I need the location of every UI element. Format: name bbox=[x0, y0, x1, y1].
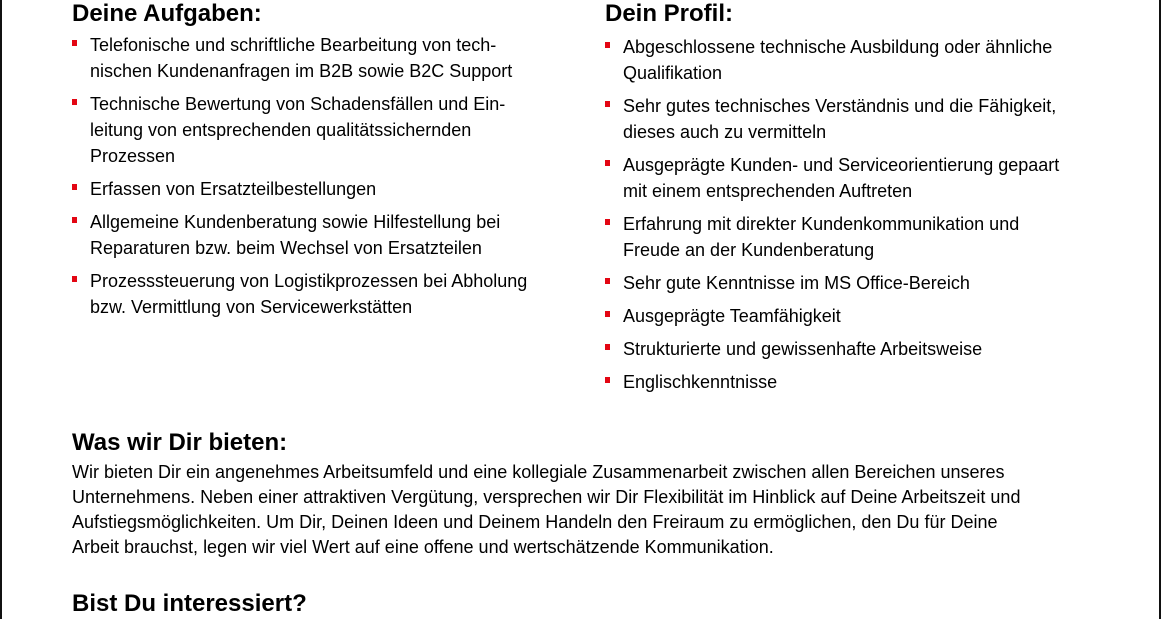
list-item-text: Technische Bewertung von Schadensfällen und Ein- leitung von entsprechenden qualitätssichernden Prozessen bbox=[90, 94, 506, 166]
profile-list bbox=[605, 34, 1105, 395]
interest-heading: Bist Du interessiert? bbox=[72, 590, 307, 617]
red-square-bullet-icon bbox=[72, 184, 77, 190]
list-item-text: Englischkenntnisse bbox=[623, 372, 778, 392]
list-item bbox=[605, 152, 1105, 204]
list-item-text: Erfahrung mit direkter Kundenkommunikation und Freude an der Kundenberatung bbox=[623, 214, 1020, 260]
list-item-text: Abgeschlossene technische Ausbildung oder ähnliche Qualifikation bbox=[623, 37, 1053, 83]
list-item bbox=[72, 209, 572, 261]
red-square-bullet-icon bbox=[605, 219, 610, 225]
list-item bbox=[605, 270, 1105, 296]
list-item-text: Sehr gute Kenntnisse im MS Office-Bereich bbox=[623, 273, 970, 293]
offer-heading: Was wir Dir bieten: bbox=[72, 429, 288, 456]
red-square-bullet-icon bbox=[605, 42, 610, 48]
offer-section bbox=[72, 429, 1092, 560]
list-item-text: Sehr gutes technisches Verständnis und die Fähigkeit, dieses auch zu vermitteln bbox=[623, 96, 1057, 142]
list-item bbox=[605, 336, 1105, 362]
list-item-text: Ausgeprägte Teamfähigkeit bbox=[623, 306, 841, 326]
list-item-text: Prozesssteuerung von Logistikprozessen bei Abholung bzw. Vermittlung von Servicewerkstätten bbox=[90, 271, 528, 317]
red-square-bullet-icon bbox=[72, 217, 77, 223]
tasks-list bbox=[72, 32, 572, 320]
red-square-bullet-icon bbox=[605, 344, 610, 350]
list-item bbox=[605, 211, 1105, 263]
interest-section bbox=[72, 590, 307, 618]
list-item bbox=[72, 268, 572, 320]
red-square-bullet-icon bbox=[72, 40, 77, 46]
list-item-text: Erfassen von Ersatzteilbestellungen bbox=[90, 179, 377, 199]
list-item bbox=[605, 369, 1105, 395]
list-item-text: Ausgeprägte Kunden- und Serviceorientierung gepaart mit einem entsprechenden Auftreten bbox=[623, 155, 1060, 201]
tasks-section bbox=[72, 0, 572, 327]
offer-paragraph: Wir bieten Dir ein angenehmes Arbeitsumfeld und eine kollegiale Zusammenarbeit zwischen allen Bereichen unseres Unternehmens. Neben einer attraktiven Vergütung, versprechen wir Dir Flexibilität im Hinblick auf Deine Arbeitszeit und Aufstiegsmöglichkeiten. Um Dir, Deinen Ideen und Deinem Handeln den Freiraum zu ermöglichen, den Du für Deine Arbeit brauchst, legen wir viel Wert auf eine offene und wertschätzende Kommunikation. bbox=[72, 462, 1021, 557]
list-item bbox=[605, 93, 1105, 145]
profile-section bbox=[605, 0, 1105, 402]
list-item bbox=[72, 32, 572, 84]
list-item bbox=[605, 303, 1105, 329]
profile-heading: Dein Profil: bbox=[605, 0, 734, 27]
list-item-text: Strukturierte und gewissenhafte Arbeitsweise bbox=[623, 339, 983, 359]
list-item-text: Telefonische und schriftliche Bearbeitung von tech- nischen Kundenanfragen im B2B sowie B2C Support bbox=[90, 35, 513, 81]
red-square-bullet-icon bbox=[605, 377, 610, 383]
red-square-bullet-icon bbox=[72, 99, 77, 105]
list-item bbox=[605, 34, 1105, 86]
red-square-bullet-icon bbox=[605, 101, 610, 107]
list-item bbox=[72, 176, 572, 202]
red-square-bullet-icon bbox=[605, 278, 610, 284]
tasks-heading: Deine Aufgaben: bbox=[72, 0, 262, 27]
red-square-bullet-icon bbox=[605, 311, 610, 317]
list-item-text: Allgemeine Kundenberatung sowie Hilfestellung bei Reparaturen bzw. beim Wechsel von Ersatzteilen bbox=[90, 212, 501, 258]
red-square-bullet-icon bbox=[605, 160, 610, 166]
list-item bbox=[72, 91, 572, 169]
red-square-bullet-icon bbox=[72, 276, 77, 282]
